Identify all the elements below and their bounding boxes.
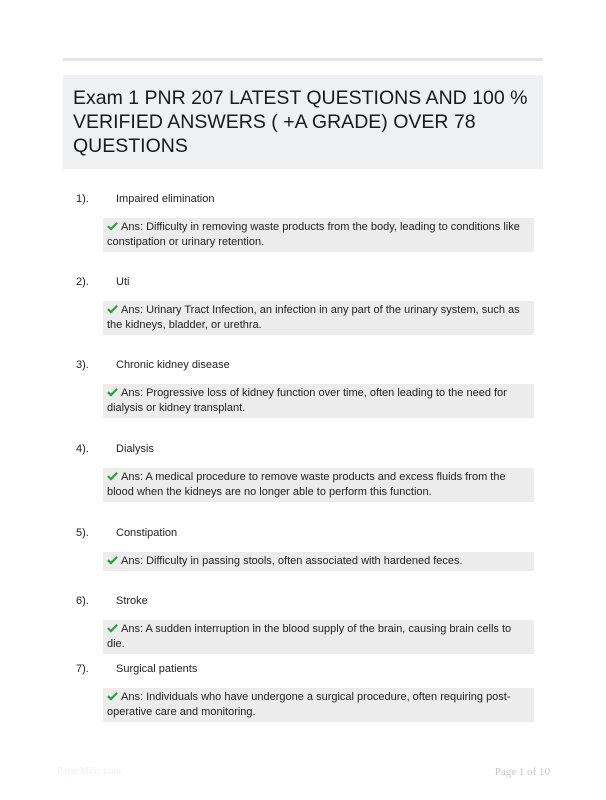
question-number: 6). xyxy=(76,595,89,607)
answer-box xyxy=(103,301,534,335)
check-icon xyxy=(107,221,118,231)
question-term: Constipation xyxy=(116,527,178,539)
question-term: Chronic kidney disease xyxy=(116,359,230,371)
answer-box xyxy=(103,218,534,252)
answer-text: Ans: Difficulty in passing stools, often associated with hardened feces. xyxy=(121,555,463,567)
question-number: 1). xyxy=(76,193,89,205)
question-term: Dialysis xyxy=(116,443,154,455)
check-icon xyxy=(107,471,118,481)
question-number: 7). xyxy=(76,663,89,675)
answer-box xyxy=(103,468,534,502)
question-term: Impaired elimination xyxy=(116,193,215,205)
title-banner xyxy=(63,75,543,169)
question-number: 5). xyxy=(76,527,89,539)
list-item xyxy=(63,593,543,650)
question-term: Stroke xyxy=(116,595,148,607)
list-item xyxy=(63,191,543,248)
check-icon xyxy=(107,304,118,314)
footer-watermark: PaperMilic.com xyxy=(57,766,122,777)
answer-text: Ans: A medical procedure to remove waste products and excess fluids from the blood when the kidneys are no longer able to perform this function. xyxy=(107,471,506,498)
check-icon xyxy=(107,691,118,701)
list-item xyxy=(63,441,543,498)
answer-box xyxy=(103,620,534,654)
page-indicator: Page 1 of 10 xyxy=(494,766,550,778)
answer-text: Ans: Urinary Tract Infection, an infection in any part of the urinary system, such as the kidneys, bladder, or urethra. xyxy=(107,304,520,331)
check-icon xyxy=(107,623,118,633)
answer-text: Ans: Difficulty in removing waste products from the body, leading to conditions like constipation or urinary retention. xyxy=(107,221,520,248)
top-divider xyxy=(63,58,543,61)
answer-box xyxy=(103,552,534,571)
answer-text: Ans: Progressive loss of kidney function over time, often leading to the need for dialysis or kidney transplant. xyxy=(107,387,507,414)
document-title: Exam 1 PNR 207 LATEST QUESTIONS AND 100 % VERIFIED ANSWERS ( +A GRADE) OVER 78 QUESTIONS xyxy=(73,87,528,157)
list-item xyxy=(63,357,543,414)
check-icon xyxy=(107,387,118,397)
list-item xyxy=(63,274,543,331)
list-item xyxy=(63,525,543,567)
answer-text: Ans: A sudden interruption in the blood supply of the brain, causing brain cells to die. xyxy=(107,623,512,650)
question-number: 4). xyxy=(76,443,89,455)
question-term: Surgical patients xyxy=(116,663,198,675)
check-icon xyxy=(107,555,118,565)
list-item xyxy=(63,661,543,718)
question-number: 2). xyxy=(76,276,89,288)
answer-box xyxy=(103,688,534,722)
answer-box xyxy=(103,384,534,418)
question-number: 3). xyxy=(76,359,89,371)
question-term: Uti xyxy=(116,276,130,288)
answer-text: Ans: Individuals who have undergone a surgical procedure, often requiring post-operative care and monitoring. xyxy=(107,691,511,718)
